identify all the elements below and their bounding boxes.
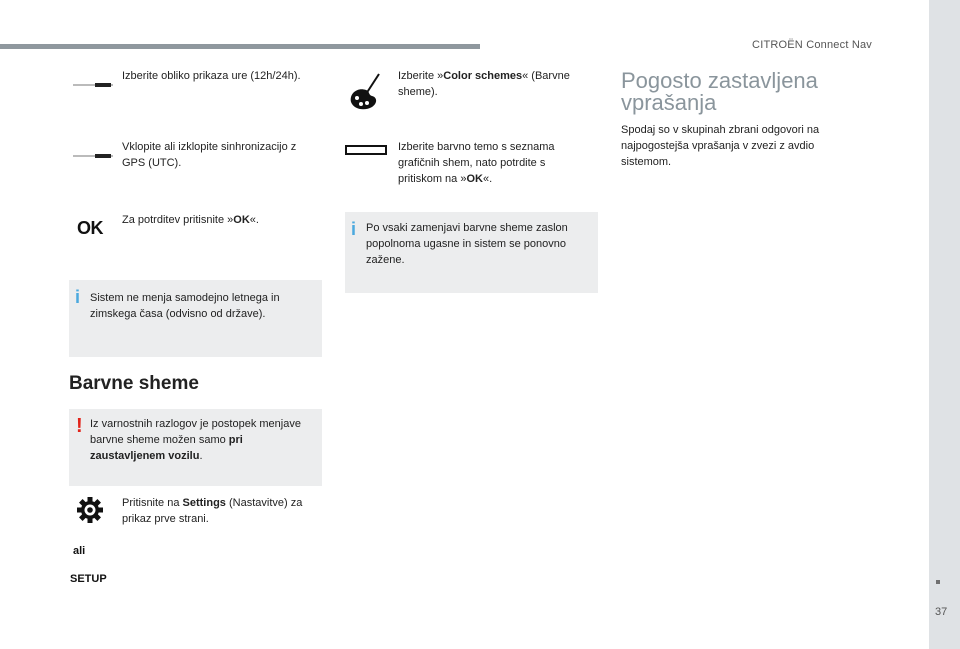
page-marker: [936, 580, 940, 584]
page-side-tab: [929, 0, 960, 649]
header-rule: [0, 44, 480, 49]
step-text: Vklopite ali izklopite sinhronizacijo z GPS (UTC).: [122, 141, 297, 169]
step-text: Izberite »Color schemes« (Barvne sheme).: [398, 70, 570, 98]
step-text: Izberite barvno temo s seznama grafičnih shem, nato potrdite s pritiskom na »OK«.: [398, 141, 555, 185]
warning-text: Iz varnostnih razlogov je postopek menjave barvne sheme možen samo pri zaustavljenem vozilu.: [90, 418, 301, 462]
page-number: 37: [935, 606, 948, 618]
list-bar-icon: [345, 142, 387, 152]
warning-note: [69, 409, 322, 486]
ok-icon: OK: [77, 218, 103, 238]
note-text: Sistem ne menja samodejno letnega in zimskega časa (odvisno od države).: [90, 292, 280, 320]
step-text: Za potrditev pritisnite »OK«.: [122, 214, 259, 226]
step-text: Izberite obliko prikaza ure (12h/24h).: [122, 70, 301, 82]
note-text: Po vsaki zamenjavi barvne sheme zaslon popolnoma ugasne in sistem se ponovno zažene.: [366, 222, 568, 266]
step-text: Pritisnite na Settings (Nastavitve) za prikaz prve strani.: [122, 497, 303, 525]
palette-icon: [348, 72, 382, 112]
info-icon: i: [75, 287, 81, 307]
faq-intro: Spodaj so v skupinah zbrani odgovori na najpogostejša vprašanja v zvezi z avdio sistemom.: [621, 124, 820, 168]
warning-icon: !: [76, 415, 83, 437]
slider-icon: [73, 149, 113, 161]
setup-label: SETUP: [70, 573, 107, 585]
info-note: [345, 212, 598, 293]
slider-icon: [73, 78, 113, 90]
faq-title: Pogosto zastavljena vprašanja: [621, 68, 818, 115]
section-heading: Barvne sheme: [69, 373, 199, 394]
brand-label: CITROËN Connect Nav: [752, 39, 872, 51]
info-note: [69, 280, 322, 357]
gear-icon: [76, 496, 104, 524]
or-label: ali: [73, 545, 86, 557]
info-icon: i: [351, 219, 357, 239]
